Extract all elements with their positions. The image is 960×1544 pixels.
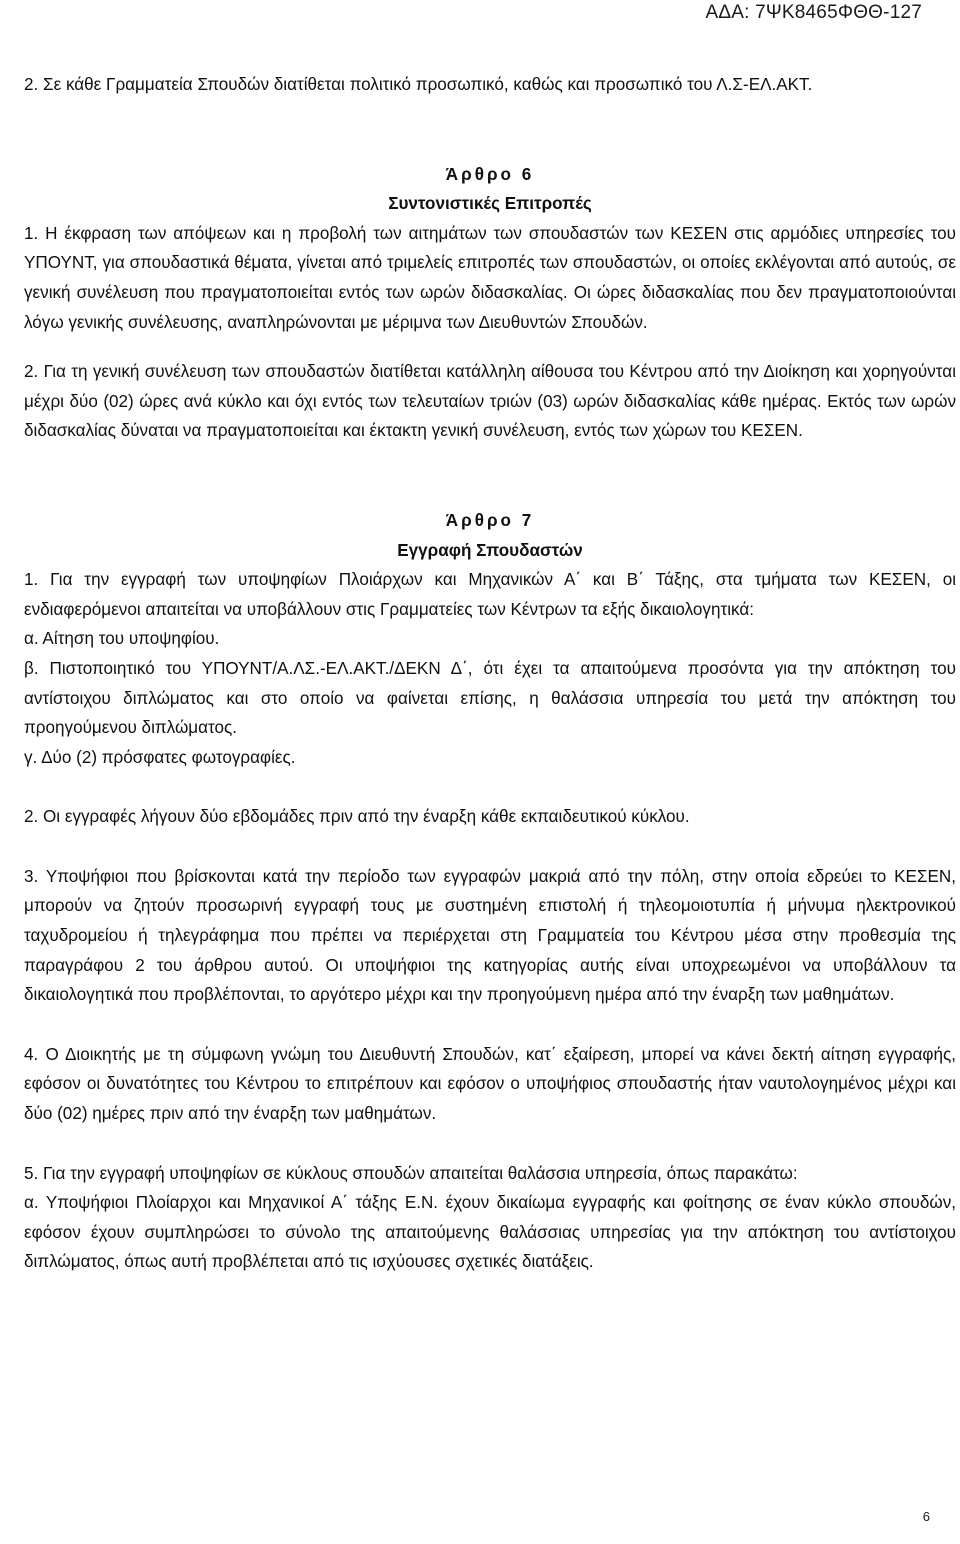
- spacer: [24, 1129, 956, 1159]
- page-number: 6: [922, 1509, 930, 1524]
- article-6-paragraph-2: 2. Για τη γενική συνέλευση των σπουδαστών διατίθεται κατάλληλη αίθουσα του Κέντρου από την Διοίκηση και χορηγούνται μέχρι δύο (02) ώρες ανά κύκλο και όχι εντός των τελευταίων τριών (03) ωρών διδασκαλίας κάθε ημέρας. Εκτός των ωρών διδασκαλίας δύναται να πραγματοποιείται και έκτακτη γενική συνέλευση, εντός των χώρων του ΚΕΣΕΝ.: [24, 362, 956, 441]
- article-6-title: Συντονιστικές Επιτροπές: [388, 194, 592, 214]
- document-body: [24, 70, 956, 1277]
- article-7-number: Άρθρο 7: [445, 510, 535, 530]
- article-7-paragraph-5-item-a: α. Υποψήφιοι Πλοίαρχοι και Μηχανικοί Α΄ τάξης Ε.Ν. έχουν δικαίωμα εγγραφής και φοίτησης σε έναν κύκλο σπουδών, εφόσον έχουν συμπληρώσει το σύνολο της απαιτούμενης θαλάσσιας υπηρεσίας για την απόκτηση του αντίστοιχου διπλώματος, όπως αυτή προβλέπεται από τις ισχύουσες σχετικές διατάξεις.: [24, 1193, 956, 1272]
- paragraph-article5-item2: 2. Σε κάθε Γραμματεία Σπουδών διατίθεται πολιτικό προσωπικό, καθώς και προσωπικό του Λ.Σ-ΕΛ.ΑΚΤ.: [24, 75, 813, 94]
- article-7-paragraph-3: 3. Υποψήφιοι που βρίσκονται κατά την περίοδο των εγγραφών μακριά από την πόλη, στην οποία εδρεύει το ΚΕΣΕΝ, μπορούν να ζητούν προσωρινή εγγραφή τους με συστημένη επιστολή ή τηλεομοιοτυπία ή μήνυμα ηλεκτρονικού ταχυδρομείου ή τηλεγράφημα που πρέπει να περιέρχεται στη Γραμματεία του Κέντρου μέσα στην προθεσμία της παραγράφου 2 του άρθρου αυτού. Οι υποψήφιοι της κατηγορίας αυτής είναι υποχρεωμένοι να υποβάλλουν τα δικαιολογητικά που προβλέπονται, το αργότερο μέχρι και την προηγούμενη ημέρα από την έναρξη των μαθημάτων.: [24, 866, 956, 1005]
- article-6-number: Άρθρο 6: [445, 164, 535, 184]
- spacer: [24, 446, 956, 506]
- ada-document-code: ΑΔΑ: 7ΨΚ8465ΦΘΘ-127: [705, 2, 922, 23]
- spacer: [24, 772, 956, 802]
- article-7-item-b: β. Πιστοποιητικό του ΥΠΟΥΝΤ/Α.ΛΣ.-ΕΛ.ΑΚΤ./ΔΕΚΝ Δ΄, ότι έχει τα απαιτούμενα προσόντα για την απόκτηση του αντίστοιχου διπλώματος και στο οποίο να φαίνεται επίσης, η θαλάσσια υπηρεσία του μετά την απόκτηση του προηγούμενου διπλώματος.: [24, 658, 956, 738]
- article-7-paragraph-1: 1. Για την εγγραφή των υποψηφίων Πλοιάρχων και Μηχανικών Α΄ και Β΄ Τάξης, στα τμήματα των ΚΕΣΕΝ, οι ενδιαφερόμενοι απαιτείται να υποβάλλουν στις Γραμματείες των Κέντρων τα εξής δικαιολογητικά:: [24, 570, 956, 619]
- article-7-item-a: α. Αίτηση του υποψηφίου.: [24, 629, 220, 649]
- article-7-paragraph-5: 5. Για την εγγραφή υποψηφίων σε κύκλους σπουδών απαιτείται θαλάσσια υπηρεσία, όπως παρακάτω:: [24, 1163, 798, 1183]
- article-7-paragraph-4: 4. Ο Διοικητής με τη σύμφωνη γνώμη του Διευθυντή Σπουδών, κατ΄ εξαίρεση, μπορεί να κάνει δεκτή αίτηση εγγραφής, εφόσον οι δυνατότητες του Κέντρου το επιτρέπουν και εφόσον ο υποψήφιος σπουδαστής ήταν ναυτολογημένος μέχρι και δύο (02) ημέρες πριν από την έναρξη των μαθημάτων.: [24, 1044, 956, 1124]
- spacer: [24, 337, 956, 357]
- spacer: [24, 100, 956, 160]
- article-7-title: Εγγραφή Σπουδαστών: [397, 540, 583, 560]
- article-6-paragraph-1: 1. Η έκφραση των απόψεων και η προβολή των αιτημάτων των σπουδαστών των ΚΕΣΕΝ στις αρμόδιες υπηρεσίες του ΥΠΟΥΝΤ, για σπουδαστικά θέματα, γίνεται από τριμελείς επιτροπές των σπουδαστών, οι οποίες εκλέγονται από αυτούς, σε γενική συνέλευση που πραγματοποιείται εντός των ωρών διδασκαλίας. Οι ώρες διδασκαλίας που δεν πραγματοποιούνται λόγω γενικής συνέλευσης, αναπληρώνονται με μέριμνα των Διευθυντών Σπουδών.: [24, 223, 956, 332]
- spacer: [24, 1010, 956, 1040]
- article-7-item-c: γ. Δύο (2) πρόσφατες φωτογραφίες.: [24, 747, 296, 767]
- article-7-paragraph-2: 2. Οι εγγραφές λήγουν δύο εβδομάδες πριν από την έναρξη κάθε εκπαιδευτικού κύκλου.: [24, 807, 690, 827]
- spacer: [24, 832, 956, 862]
